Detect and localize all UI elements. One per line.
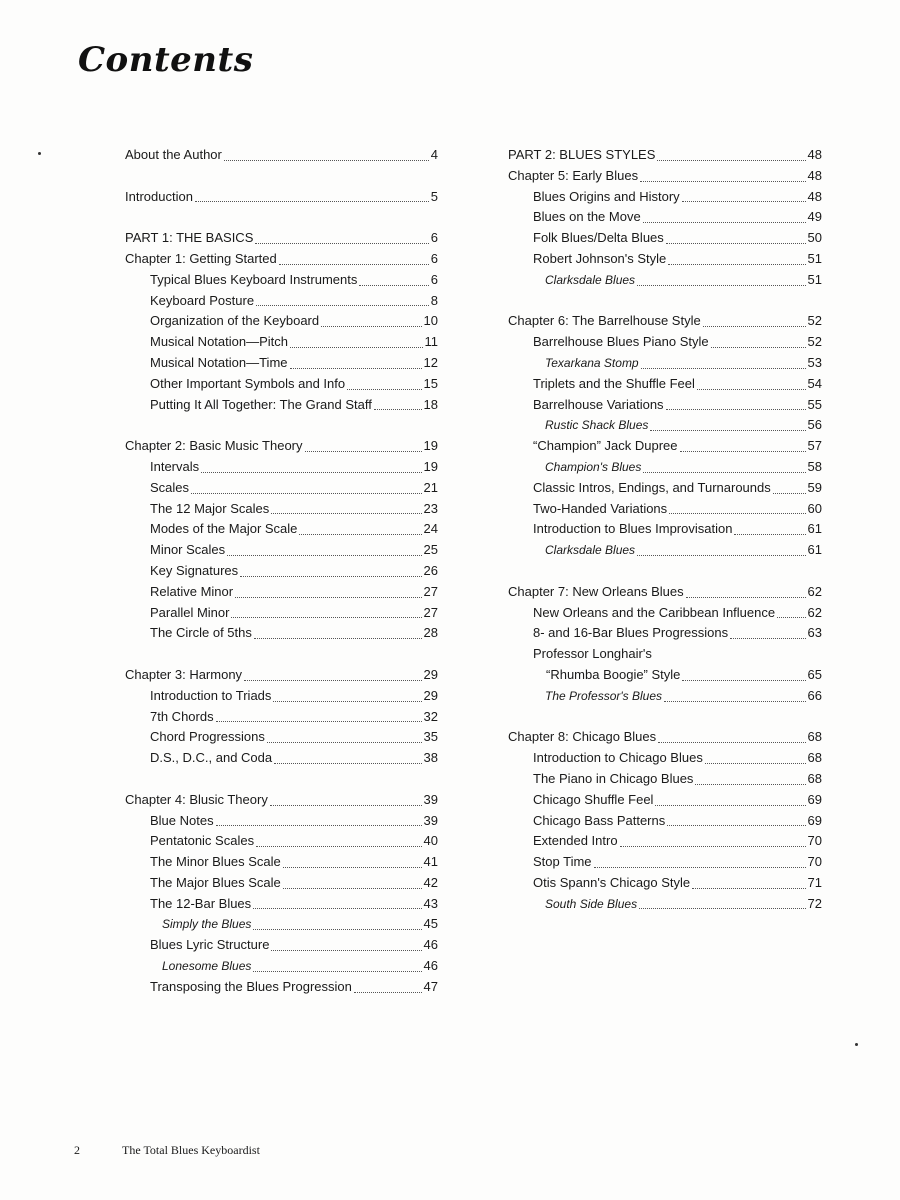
toc-entry-title: The Professor's Blues (545, 688, 663, 703)
footer-book-title: The Total Blues Keyboardist (122, 1143, 260, 1157)
toc-entry (125, 436, 438, 457)
toc-entry-title: Introduction to Chicago Blues (533, 750, 703, 766)
toc-entry-title: Parallel Minor (150, 604, 230, 620)
dot-leader (655, 804, 805, 806)
toc-entry-page: 24 (423, 521, 438, 537)
dot-leader (658, 741, 805, 743)
toc-entry-page: 49 (807, 209, 822, 225)
toc-entry (125, 519, 438, 540)
toc-entry (508, 374, 822, 395)
toc-entry (508, 894, 822, 915)
toc-entry-page: 29 (423, 687, 438, 703)
dot-leader (637, 554, 805, 556)
dot-leader (253, 970, 421, 972)
toc-entry (125, 582, 438, 603)
toc-entry-title: Musical Notation—Time (150, 354, 288, 370)
toc-entry-title: Scales (150, 479, 190, 495)
toc-entry-title: Barrelhouse Blues Piano Style (533, 334, 709, 350)
toc-entry-page: 4 (430, 147, 438, 162)
toc-entry-page: 57 (807, 438, 822, 454)
toc-entry-page: 8 (430, 292, 438, 308)
toc-entry-title: Otis Spann's Chicago Style (533, 874, 691, 890)
toc-entry-page: 35 (423, 729, 438, 745)
toc-entry-title: Extended Intro (533, 833, 618, 849)
toc-entry (125, 249, 438, 270)
dot-leader (666, 408, 806, 410)
toc-entry-page: 70 (807, 854, 822, 870)
dot-leader (594, 866, 806, 868)
toc-entry-title: PART 1: THE BASICS (125, 230, 254, 246)
toc-entry-title: Organization of the Keyboard (150, 313, 320, 329)
toc-entry (508, 166, 822, 187)
toc-entry-page: 68 (807, 729, 822, 745)
toc-entry-page: 25 (423, 542, 438, 558)
toc-entry-page: 18 (423, 396, 438, 412)
toc-entry (508, 228, 822, 249)
dot-leader (667, 824, 805, 826)
toc-entry (125, 914, 438, 935)
toc-entry-title: Blues Origins and History (533, 188, 680, 204)
toc-entry-title: Modes of the Major Scale (150, 521, 298, 537)
dot-leader (321, 325, 421, 327)
toc-entry (125, 332, 438, 353)
toc-entry (508, 769, 822, 790)
toc-entry-page: 6 (430, 250, 438, 266)
dot-leader (711, 346, 806, 348)
toc-entry-page: 60 (807, 500, 822, 516)
toc-entry-title: Key Signatures (150, 562, 239, 578)
toc-entry (508, 852, 822, 873)
dot-leader (231, 616, 421, 618)
toc-entry-page: 72 (807, 895, 822, 911)
toc-entry-page: 68 (807, 770, 822, 786)
dot-leader (668, 263, 805, 265)
toc-entry-title: Professor Longhair's (533, 646, 652, 662)
toc-entry-page: 40 (423, 833, 438, 849)
toc-entry-page: 62 (807, 604, 822, 620)
dot-leader (240, 575, 421, 577)
dot-leader (274, 762, 421, 764)
toc-entry-page: 21 (423, 479, 438, 495)
toc-entry-page: 38 (423, 750, 438, 766)
toc-entry-page: 29 (423, 666, 438, 682)
footer-page-number: 2 (74, 1143, 80, 1157)
toc-entry-title: South Side Blues (545, 896, 638, 911)
toc-entry (125, 228, 438, 249)
page-footer (74, 1143, 260, 1158)
toc-entry-title: D.S., D.C., and Coda (150, 750, 273, 766)
toc-entry (508, 187, 822, 208)
toc-entry-title: Chapter 1: Getting Started (125, 250, 277, 266)
dot-leader (705, 762, 806, 764)
toc-entry-page: 6 (430, 271, 438, 287)
toc-entry-title: Triplets and the Shuffle Feel (533, 375, 695, 391)
toc-entry (125, 395, 438, 416)
toc-entry-page: 47 (423, 978, 438, 994)
toc-entry-title: Musical Notation—Pitch (150, 334, 288, 350)
toc-entry (125, 956, 438, 977)
dot-leader (692, 887, 805, 889)
toc-entry-title: The Circle of 5ths (150, 625, 252, 641)
toc-entry-page: 56 (807, 417, 822, 433)
page-title: Contents (78, 40, 254, 80)
toc-entry (125, 665, 438, 686)
toc-entry (508, 207, 822, 228)
toc-entry-page: 12 (423, 354, 438, 370)
toc-entry-page: 46 (423, 937, 438, 953)
dot-leader (680, 450, 806, 452)
toc-entry (508, 748, 822, 769)
dot-leader (637, 284, 805, 286)
toc-entry-page: 69 (807, 812, 822, 828)
toc-entry-page: 55 (807, 396, 822, 412)
dot-leader (191, 492, 422, 494)
dot-leader (195, 200, 429, 202)
toc-entry (508, 457, 822, 478)
toc-entry (125, 457, 438, 478)
toc-entry (508, 665, 822, 686)
dot-leader (290, 346, 423, 348)
toc-entry-page: 19 (423, 438, 438, 454)
dot-leader (669, 512, 805, 514)
toc-entry-title: Chapter 6: The Barrelhouse Style (508, 313, 701, 329)
toc-entry-page: 52 (807, 313, 822, 329)
toc-entry (125, 145, 438, 166)
dot-leader (657, 159, 805, 161)
toc-entry-page: 61 (807, 542, 822, 558)
toc-entry-title: Chord Progressions (150, 729, 265, 745)
toc-entry-title: The Minor Blues Scale (150, 854, 281, 870)
toc-entry (508, 311, 822, 332)
toc-entry-title: “Rhumba Boogie” Style (546, 666, 681, 682)
toc-entry-page: 32 (423, 708, 438, 724)
dot-leader (354, 991, 422, 993)
toc-entry-title: Folk Blues/Delta Blues (533, 230, 664, 246)
toc-column-left (125, 145, 438, 998)
toc-entry (508, 415, 822, 436)
toc-entry (508, 519, 822, 540)
toc-entry-page: 71 (807, 874, 822, 890)
toc-entry (125, 540, 438, 561)
toc-entry (125, 561, 438, 582)
toc-entry-title: Introduction (125, 188, 193, 204)
toc-entry (508, 811, 822, 832)
dot-leader (267, 741, 422, 743)
toc-entry (125, 374, 438, 395)
toc-entry-page: 63 (807, 625, 822, 641)
dot-leader (359, 284, 428, 286)
toc-entry-title: Barrelhouse Variations (533, 396, 664, 412)
toc-entry (508, 831, 822, 852)
dot-leader (686, 596, 806, 598)
dot-leader (620, 845, 806, 847)
toc-entry (125, 603, 438, 624)
dot-leader (216, 824, 422, 826)
toc-entry-title: Other Important Symbols and Info (150, 375, 346, 391)
toc-entry-page: 11 (424, 334, 438, 350)
toc-entry-title: The Piano in Chicago Blues (533, 770, 694, 786)
dot-leader (730, 637, 805, 639)
toc-entry-title: Classic Intros, Endings, and Turnarounds (533, 479, 771, 495)
toc-entry-page: 19 (423, 458, 438, 474)
toc-entry-title: Blue Notes (150, 812, 214, 828)
toc-entry (125, 894, 438, 915)
toc-entry-page: 69 (807, 791, 822, 807)
toc-entry (125, 873, 438, 894)
toc-entry-page: 50 (807, 230, 822, 246)
dot-leader (253, 928, 421, 930)
toc-entry-title: The 12-Bar Blues (150, 895, 252, 911)
toc-entry (125, 727, 438, 748)
dot-leader (664, 700, 806, 702)
toc-entry (125, 311, 438, 332)
dot-leader (640, 180, 805, 182)
dot-leader (224, 159, 429, 161)
toc-entry (508, 145, 822, 166)
toc-entry-title: Keyboard Posture (150, 292, 255, 308)
toc-entry (125, 478, 438, 499)
dot-leader (279, 263, 429, 265)
toc-entry-page: 51 (807, 250, 822, 266)
toc-entry (125, 831, 438, 852)
toc-entry-page: 48 (807, 167, 822, 183)
dot-leader (777, 616, 805, 618)
dot-leader (216, 720, 422, 722)
toc-entry-title: Minor Scales (150, 542, 226, 558)
toc-entry-page: 39 (423, 791, 438, 807)
toc-entry-page: 70 (807, 833, 822, 849)
toc-entry-title: Introduction to Blues Improvisation (533, 521, 733, 537)
toc-entry-title: New Orleans and the Caribbean Influence (533, 604, 776, 620)
toc-entry (125, 935, 438, 956)
toc-entry-title: Chapter 8: Chicago Blues (508, 729, 657, 745)
dot-leader (666, 242, 806, 244)
toc-entry-page: 26 (423, 562, 438, 578)
dot-leader (256, 845, 421, 847)
toc-entry-page: 53 (807, 354, 822, 370)
toc-entry-page: 27 (423, 604, 438, 620)
toc-entry (508, 644, 822, 665)
toc-entry (125, 353, 438, 374)
toc-entry (125, 499, 438, 520)
toc-column-right (508, 145, 822, 914)
toc-entry (125, 977, 438, 998)
dot-leader (201, 471, 421, 473)
toc-entry-title: Champion's Blues (545, 459, 642, 474)
toc-entry-page: 52 (807, 334, 822, 350)
scan-speck (855, 1043, 858, 1046)
dot-leader (643, 221, 806, 223)
toc-entry-page: 58 (807, 458, 822, 474)
toc-entry-page: 61 (807, 521, 822, 537)
toc-entry (125, 811, 438, 832)
dot-leader (227, 554, 421, 556)
toc-entry-title: Typical Blues Keyboard Instruments (150, 271, 358, 287)
toc-entry (125, 291, 438, 312)
toc-entry-page: 28 (423, 625, 438, 641)
toc-entry-title: About the Author (125, 147, 222, 162)
toc-entry-page: 5 (430, 188, 438, 204)
toc-entry-page: 39 (423, 812, 438, 828)
dot-leader (697, 388, 806, 390)
toc-entry-title: Stop Time (533, 854, 592, 870)
toc-entry-page: 46 (423, 958, 438, 974)
toc-entry-title: Blues Lyric Structure (150, 937, 270, 953)
toc-entry-page: 15 (423, 375, 438, 391)
dot-leader (273, 700, 421, 702)
toc-entry (508, 623, 822, 644)
toc-entry-title: Texarkana Stomp (545, 355, 639, 370)
toc-entry-title: “Champion” Jack Dupree (533, 438, 678, 454)
toc-entry-page: 23 (423, 500, 438, 516)
toc-entry-title: The Major Blues Scale (150, 874, 281, 890)
toc-entry-page: 48 (807, 188, 822, 204)
toc-entry-page: 41 (423, 854, 438, 870)
dot-leader (641, 367, 806, 369)
toc-entry (508, 270, 822, 291)
dot-leader (695, 783, 805, 785)
toc-entry-page: 62 (807, 583, 822, 599)
toc-entry-page: 54 (807, 375, 822, 391)
toc-entry (125, 748, 438, 769)
dot-leader (256, 304, 429, 306)
dot-leader (271, 949, 421, 951)
dot-leader (639, 907, 805, 909)
toc-entry-page: 42 (423, 874, 438, 890)
toc-entry (508, 790, 822, 811)
toc-entry-title: 7th Chords (150, 708, 214, 724)
toc-entry (508, 727, 822, 748)
toc-entry-title: Transposing the Blues Progression (150, 978, 352, 994)
toc-entry-title: Rustic Shack Blues (545, 418, 649, 433)
toc-entry-title: Chapter 5: Early Blues (508, 167, 639, 183)
dot-leader (305, 450, 422, 452)
toc-entry-page: 66 (807, 687, 822, 703)
toc-entry-page: 45 (423, 916, 438, 932)
toc-entry-title: Simply the Blues (162, 917, 252, 932)
dot-leader (703, 325, 806, 327)
toc-entry (125, 623, 438, 644)
toc-entry-page: 48 (807, 147, 822, 162)
toc-entry-page: 65 (807, 666, 822, 682)
toc-entry (508, 478, 822, 499)
toc-entry-title: Pentatonic Scales (150, 833, 255, 849)
toc-entry (508, 603, 822, 624)
toc-entry-title: PART 2: BLUES STYLES (508, 147, 656, 162)
toc-entry-page: 51 (807, 271, 822, 287)
toc-entry-title: Chapter 7: New Orleans Blues (508, 583, 684, 599)
toc-entry (508, 540, 822, 561)
dot-leader (255, 242, 428, 244)
toc-entry (508, 686, 822, 707)
toc-entry (125, 270, 438, 291)
toc-entry-page: 59 (807, 479, 822, 495)
toc-entry (125, 852, 438, 873)
dot-leader (682, 679, 805, 681)
dot-leader (253, 907, 421, 909)
scan-speck (38, 152, 41, 155)
dot-leader (643, 471, 805, 473)
dot-leader (244, 679, 421, 681)
toc-entry-title: Robert Johnson's Style (533, 250, 667, 266)
toc-entry-page: 68 (807, 750, 822, 766)
dot-leader (347, 388, 421, 390)
toc-entry (125, 790, 438, 811)
toc-entry-title: Chapter 4: Blusic Theory (125, 791, 268, 807)
toc-entry (508, 873, 822, 894)
toc-entry-page: 10 (423, 313, 438, 329)
toc-entry-title: Chicago Shuffle Feel (533, 791, 654, 807)
dot-leader (271, 512, 421, 514)
toc-entry-title: The 12 Major Scales (150, 500, 270, 516)
toc-entry-title: Clarksdale Blues (545, 543, 636, 558)
dot-leader (235, 596, 421, 598)
dot-leader (734, 533, 805, 535)
toc-entry-page: 6 (430, 230, 438, 246)
toc-entry (508, 249, 822, 270)
toc-entry-page: 27 (423, 583, 438, 599)
toc-entry-title: Relative Minor (150, 583, 234, 599)
toc-entry (125, 686, 438, 707)
dot-leader (682, 200, 806, 202)
toc-entry (508, 353, 822, 374)
toc-entry-title: Putting It All Together: The Grand Staff (150, 396, 372, 412)
toc-entry-title: Clarksdale Blues (545, 272, 636, 287)
toc-entry (508, 395, 822, 416)
toc-entry-title: Chapter 3: Harmony (125, 666, 243, 682)
toc-entry-title: Intervals (150, 458, 200, 474)
toc-entry (125, 707, 438, 728)
dot-leader (254, 637, 422, 639)
dot-leader (283, 887, 422, 889)
dot-leader (374, 408, 422, 410)
toc-entry (508, 332, 822, 353)
toc-entry-title: Chapter 2: Basic Music Theory (125, 438, 303, 454)
dot-leader (773, 492, 806, 494)
toc-entry-title: 8- and 16-Bar Blues Progressions (533, 625, 729, 641)
toc-entry-title: Lonesome Blues (162, 959, 252, 974)
toc-entry (508, 499, 822, 520)
toc-entry-title: Two-Handed Variations (533, 500, 668, 516)
dot-leader (654, 659, 820, 660)
toc-entry-title: Chicago Bass Patterns (533, 812, 666, 828)
toc-entry-title: Introduction to Triads (150, 687, 272, 703)
dot-leader (283, 866, 422, 868)
toc-entry (508, 436, 822, 457)
toc-entry-page: 43 (423, 895, 438, 911)
toc-entry-title: Blues on the Move (533, 209, 641, 225)
dot-leader (270, 804, 422, 806)
toc-entry (125, 187, 438, 208)
dot-leader (299, 533, 421, 535)
dot-leader (290, 367, 422, 369)
toc-entry (508, 582, 822, 603)
dot-leader (650, 429, 805, 431)
